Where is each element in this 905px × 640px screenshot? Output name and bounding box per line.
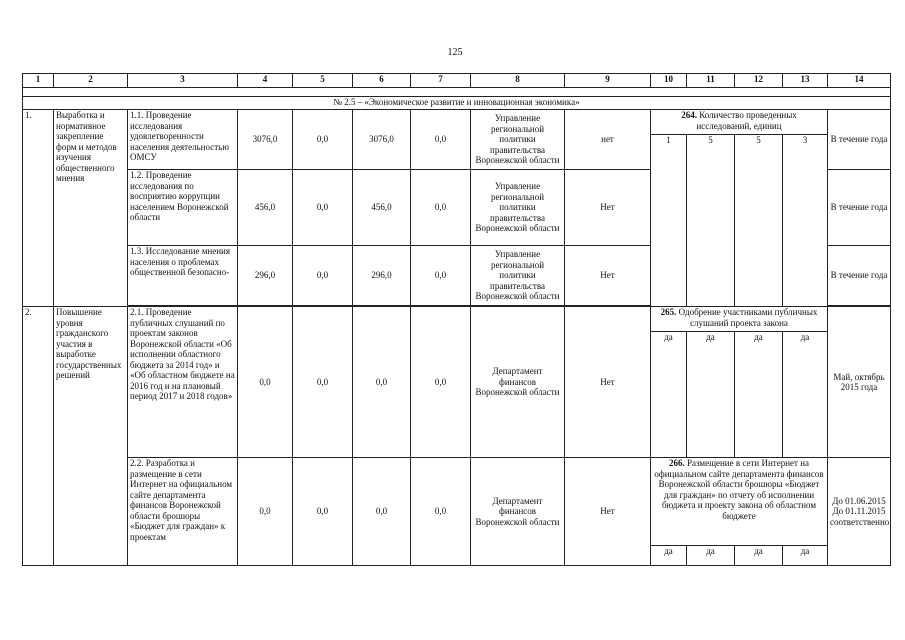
cell-value: 296,0	[353, 246, 411, 306]
col-header: 11	[687, 74, 735, 88]
cell-value: 0,0	[411, 246, 471, 306]
activity-text: 2.1. Проведение публичных слушаний по проектам законов Воронежской области «Об исполнении областного бюджета за 2014 год» и «Об областном бюджете на 2016 год и на плановый период 2017 и 2018 годов»	[128, 307, 238, 458]
cell-value: 0,0	[293, 110, 353, 170]
section-row	[23, 97, 891, 110]
indicator-heading	[651, 307, 828, 332]
indicator-value: 5	[735, 135, 783, 170]
executor: Управление региональной политики правительства Воронежской области	[471, 110, 565, 170]
program-table	[22, 73, 891, 566]
indicator-value: 5	[687, 135, 735, 170]
term: В течение года	[828, 110, 891, 170]
activity-text: 1.2. Проведение исследования по восприятию коррупции населением Воронежской области	[128, 170, 238, 246]
indicator-number: 264.	[681, 110, 697, 120]
indicator-value: да	[735, 332, 783, 458]
cell-value: 3076,0	[353, 110, 411, 170]
indicator-value: да	[651, 546, 687, 566]
indicator-empty	[651, 170, 687, 307]
indicator-value: да	[735, 546, 783, 566]
col-header: 13	[783, 74, 828, 88]
cell-value: 456,0	[353, 170, 411, 246]
col-header: 10	[651, 74, 687, 88]
indicator-text: Одобрение участниками публичных слушаний проекта закона	[678, 307, 818, 328]
table-row	[23, 307, 891, 332]
cell-value: 3076,0	[238, 110, 293, 170]
task-number: 2.	[23, 307, 54, 566]
cell-value: 0,0	[238, 458, 293, 566]
cell-value: 456,0	[238, 170, 293, 246]
executor: Департамент финансов Воронежской области	[471, 307, 565, 458]
indicator-text: Количество проведенных исследований, единиц	[696, 110, 797, 131]
indicator-value: да	[687, 546, 735, 566]
indicator-text: Размещение в сети Интернет на официальном сайте департамента финансов Воронежской области брошюры «Бюджет для граждан» по отчету об исполнении бюджета и проекту закона об областном бюджете	[654, 458, 824, 521]
indicator-value: 1	[651, 135, 687, 170]
table-row	[23, 458, 891, 546]
col-header: 3	[128, 74, 238, 88]
cell-value: 0,0	[293, 307, 353, 458]
indicator-value: да	[687, 332, 735, 458]
executor: Управление региональной политики правительства Воронежской области	[471, 170, 565, 246]
cell-value: 296,0	[238, 246, 293, 306]
column-numbers-row	[23, 74, 891, 88]
col-header: 9	[565, 74, 651, 88]
col-header: 7	[411, 74, 471, 88]
cell-value: 0,0	[353, 307, 411, 458]
term: Май, октябрь 2015 года	[828, 307, 891, 458]
indicator-number: 265.	[660, 307, 677, 317]
indicator-heading	[651, 110, 828, 135]
page-number: 125	[447, 47, 463, 58]
term: В течение года	[828, 170, 891, 246]
indicator-value: 3	[783, 135, 828, 170]
indicator-empty	[735, 170, 783, 307]
task-name: Выработка и нормативное закрепление форм и методов изучения общественного мнения	[54, 110, 128, 307]
cell-value: 0,0	[411, 170, 471, 246]
col-header: 6	[353, 74, 411, 88]
activity-text: 2.2. Разработка и размещение в сети Интернет на официальном сайте департамента финансов Воронежской области брошюры «Бюджет для граждан» к проектам	[128, 458, 238, 566]
cell-value: 0,0	[411, 110, 471, 170]
activity-text: 1.1. Проведение исследования удовлетворенности населения деятельностью ОМСУ	[128, 110, 238, 170]
indicator-heading	[651, 458, 828, 546]
col-header: 5	[293, 74, 353, 88]
indicator-value: да	[783, 332, 828, 458]
task-name: Повышение уровня гражданского участия в выработке государственных решений	[54, 307, 128, 566]
activity-text: 1.3. Исследование мнения населения о проблемах общественной безопасно-	[128, 246, 238, 306]
cell-value: 0,0	[293, 246, 353, 306]
cell-value: Нет	[565, 307, 651, 458]
indicator-empty	[687, 170, 735, 307]
section-title: № 2.5 – «Экономическое развитие и инновационная экономика»	[23, 97, 891, 110]
table-row	[23, 110, 891, 135]
col-header: 1	[23, 74, 54, 88]
cell-value: Нет	[565, 246, 651, 306]
cell-value: 0,0	[411, 458, 471, 566]
task-number: 1.	[23, 110, 54, 307]
indicator-number: 266.	[668, 458, 685, 468]
cell-value: 0,0	[293, 458, 353, 566]
cell-value: 0,0	[293, 170, 353, 246]
indicator-value: да	[783, 546, 828, 566]
indicator-value: да	[651, 332, 687, 458]
indicator-empty	[783, 170, 828, 307]
cell-value: 0,0	[238, 307, 293, 458]
spacer	[23, 88, 891, 97]
col-header: 12	[735, 74, 783, 88]
cell-value: нет	[565, 110, 651, 170]
cell-value: 0,0	[353, 458, 411, 566]
col-header: 2	[54, 74, 128, 88]
executor: Управление региональной политики правительства Воронежской области	[471, 246, 565, 306]
col-header: 4	[238, 74, 293, 88]
col-header: 8	[471, 74, 565, 88]
cell-value: 0,0	[411, 307, 471, 458]
table-row	[23, 170, 891, 246]
term: В течение года	[828, 246, 891, 306]
col-header: 14	[828, 74, 891, 88]
cell-value: Нет	[565, 458, 651, 566]
term: До 01.06.2015 До 01.11.2015 соответственно	[828, 458, 891, 566]
executor: Департамент финансов Воронежской области	[471, 458, 565, 566]
cell-value: Нет	[565, 170, 651, 246]
